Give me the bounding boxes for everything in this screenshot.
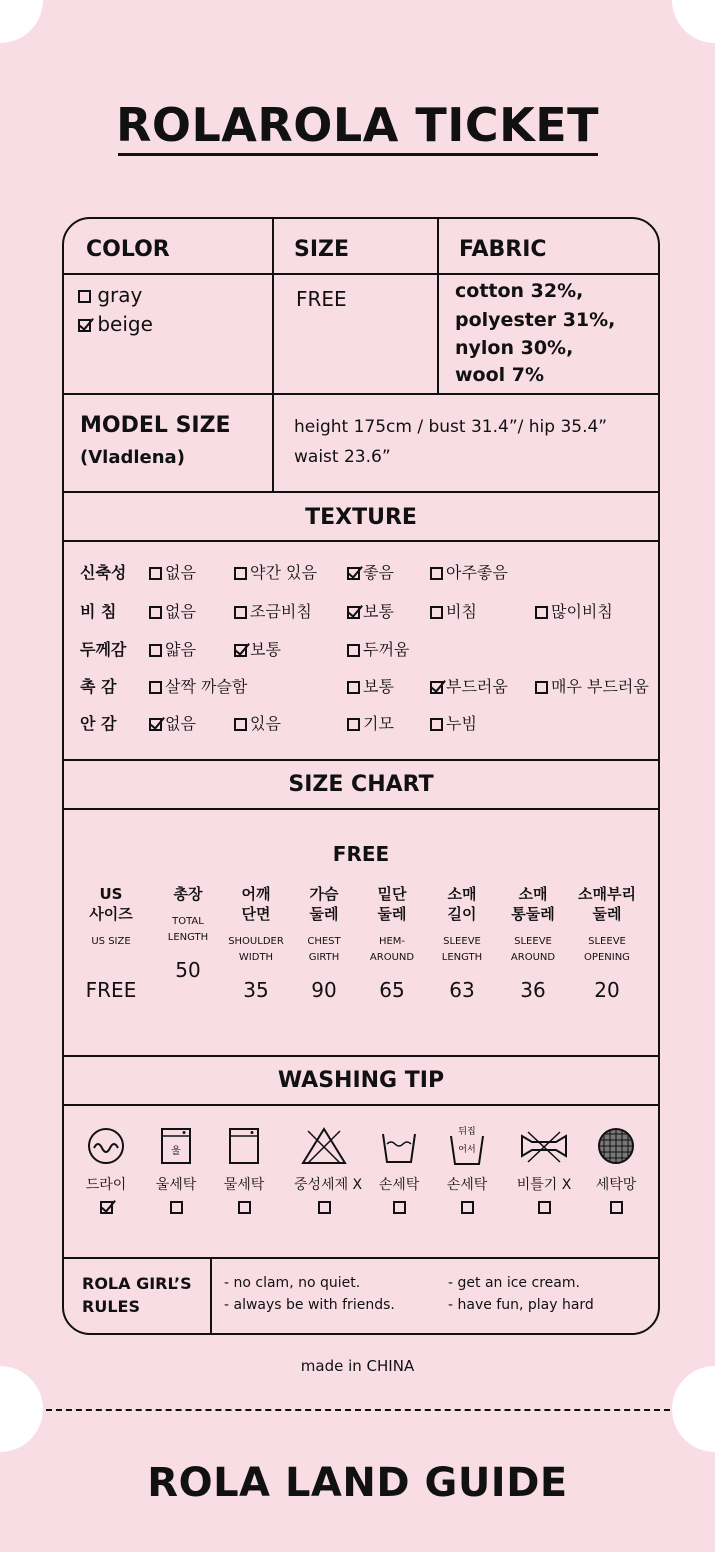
texture-option: 좋음 — [347, 560, 394, 583]
texture-option: 기모 — [347, 711, 394, 734]
fabric-header: FABRIC — [459, 237, 547, 262]
divider — [272, 393, 274, 492]
size-column: 어깨 단면 SHOULDER WIDTH 35 — [221, 884, 291, 1002]
texture-title: TEXTURE — [305, 505, 417, 530]
wash-checkbox — [238, 1201, 251, 1214]
size-column: 소매 통둘레 SLEEVE AROUND 36 — [498, 884, 568, 1002]
divider — [64, 393, 658, 395]
laundry-net-icon — [596, 1126, 636, 1166]
divider — [64, 491, 658, 493]
rule-item: - always be with friends. — [224, 1297, 395, 1313]
texture-option: 없음 — [149, 599, 196, 622]
size-value-cell: 90 — [311, 978, 337, 1002]
wash-checkbox — [610, 1201, 623, 1214]
hand-wash-inside-out-icon — [447, 1126, 487, 1168]
texture-row-label: 비 침 — [80, 602, 117, 621]
svg-text:뒤집: 뒤집 — [458, 1127, 476, 1137]
wash-item-net: 세탁망 — [586, 1126, 646, 1214]
texture-option: 약간 있음 — [234, 560, 317, 583]
title-underline — [118, 153, 598, 156]
gray-checkbox — [78, 290, 91, 303]
wash-checkbox — [538, 1201, 551, 1214]
wash-checkbox — [461, 1201, 474, 1214]
divider — [64, 273, 658, 275]
texture-option: 아주좋음 — [430, 560, 508, 583]
size-value-cell: 36 — [520, 978, 546, 1002]
texture-option: 보통 — [234, 637, 281, 660]
wash-item-no-bleach: 중성세제 X — [294, 1126, 354, 1214]
fabric-line: wool 7% — [455, 364, 545, 386]
texture-option: 누빔 — [430, 711, 477, 734]
texture-option: 보통 — [347, 674, 394, 697]
rules-label: ROLA GIRL’S — [82, 1274, 192, 1293]
color-option-beige: beige — [78, 312, 153, 336]
wash-checkbox — [170, 1201, 183, 1214]
texture-option: 없음 — [149, 560, 196, 583]
divider — [272, 219, 274, 394]
made-in: made in CHINA — [300, 1357, 415, 1375]
divider — [64, 1104, 658, 1106]
size-value-cell: 50 — [175, 958, 201, 982]
wash-checkbox — [318, 1201, 331, 1214]
washing-tip-title: WASHING TIP — [277, 1068, 445, 1093]
size-value-cell: 65 — [379, 978, 405, 1002]
wash-item-hand-inside-out: 뒤집 어서 손세탁 — [437, 1126, 497, 1214]
info-card — [62, 217, 660, 1335]
model-measure-line2: waist 23.6” — [294, 447, 391, 467]
size-value: FREE — [296, 287, 347, 311]
rule-item: - no clam, no quiet. — [224, 1275, 361, 1291]
no-bleach-icon — [300, 1126, 348, 1166]
ticket-notch — [672, 1366, 715, 1452]
model-size-label: MODEL SIZE — [80, 413, 231, 438]
divider — [64, 1257, 658, 1259]
beige-checkbox — [78, 319, 91, 332]
divider — [64, 540, 658, 542]
size-value-cell: 63 — [449, 978, 475, 1002]
fabric-line: nylon 30%, — [455, 337, 574, 359]
color-option-gray: gray — [78, 283, 142, 307]
guide-title: ROLA LAND GUIDE — [147, 1460, 568, 1506]
texture-option: 살짝 까슬함 — [149, 674, 247, 697]
texture-option: 없음 — [149, 711, 196, 734]
ticket-notch — [0, 0, 43, 43]
wash-item-hand: 손세탁 — [369, 1126, 429, 1214]
texture-option: 많이비침 — [535, 599, 613, 622]
divider — [64, 759, 658, 761]
machine-wash-icon — [224, 1126, 264, 1166]
texture-option: 부드러움 — [430, 674, 508, 697]
texture-row-label: 안 감 — [80, 714, 117, 733]
divider — [64, 808, 658, 810]
texture-option: 얇음 — [149, 637, 196, 660]
texture-option: 조금비침 — [234, 599, 312, 622]
wash-checkbox — [100, 1201, 113, 1214]
dry-clean-icon — [86, 1126, 126, 1166]
rules-label: RULES — [82, 1297, 140, 1316]
wash-item-machine: 물세탁 — [214, 1126, 274, 1214]
size-column: 소매 길이 SLEEVE LENGTH 63 — [427, 884, 497, 1002]
ticket-title: ROLAROLA TICKET — [115, 98, 600, 152]
wash-checkbox — [393, 1201, 406, 1214]
texture-option: 보통 — [347, 599, 394, 622]
texture-row-label: 촉 감 — [80, 677, 117, 696]
model-measure-line1: height 175cm / bust 31.4”/ hip 35.4” — [294, 417, 608, 437]
ticket-notch — [0, 1366, 43, 1452]
perforation-line — [46, 1409, 670, 1411]
divider — [210, 1257, 212, 1333]
texture-option: 있음 — [234, 711, 281, 734]
divider — [437, 219, 439, 394]
wash-item-wool: 울 울세탁 — [146, 1126, 206, 1214]
wool-wash-icon — [156, 1126, 196, 1166]
size-chart-title: SIZE CHART — [288, 772, 434, 797]
svg-text:울: 울 — [171, 1146, 181, 1157]
texture-option: 매우 부드러움 — [535, 674, 649, 697]
fabric-line: polyester 31%, — [455, 309, 616, 331]
size-value-cell: FREE — [85, 978, 137, 1002]
hand-wash-icon — [379, 1126, 419, 1166]
texture-option: 비침 — [430, 599, 477, 622]
size-chart-subtitle: FREE — [332, 842, 390, 866]
texture-option: 두꺼움 — [347, 637, 409, 660]
size-column: 소매부리 둘레 SLEEVE OPENING 20 — [572, 884, 642, 1002]
texture-row-label: 신축성 — [80, 563, 127, 582]
wash-item-no-wring: 비틀기 X — [514, 1126, 574, 1214]
ticket-notch — [672, 0, 715, 43]
fabric-line: cotton 32%, — [455, 280, 584, 302]
size-value-cell: 20 — [594, 978, 620, 1002]
no-wring-icon — [518, 1126, 570, 1166]
size-column: 총장 TOTAL LENGTH 50 — [153, 884, 223, 982]
texture-row-label: 두께감 — [80, 640, 127, 659]
model-name: (Vladlena) — [80, 447, 185, 468]
svg-text:어서: 어서 — [458, 1145, 476, 1155]
wash-item-dry: 드라이 — [76, 1126, 136, 1214]
rule-item: - have fun, play hard — [448, 1297, 594, 1313]
color-header: COLOR — [86, 237, 170, 262]
size-value-cell: 35 — [243, 978, 269, 1002]
size-column: 가슴 둘레 CHEST GIRTH 90 — [289, 884, 359, 1002]
size-header: SIZE — [294, 237, 350, 262]
size-column: US 사이즈 US SIZE FREE — [76, 884, 146, 1002]
rule-item: - get an ice cream. — [448, 1275, 580, 1291]
size-column: 밑단 둘레 HEM- AROUND 65 — [357, 884, 427, 1002]
divider — [64, 1055, 658, 1057]
